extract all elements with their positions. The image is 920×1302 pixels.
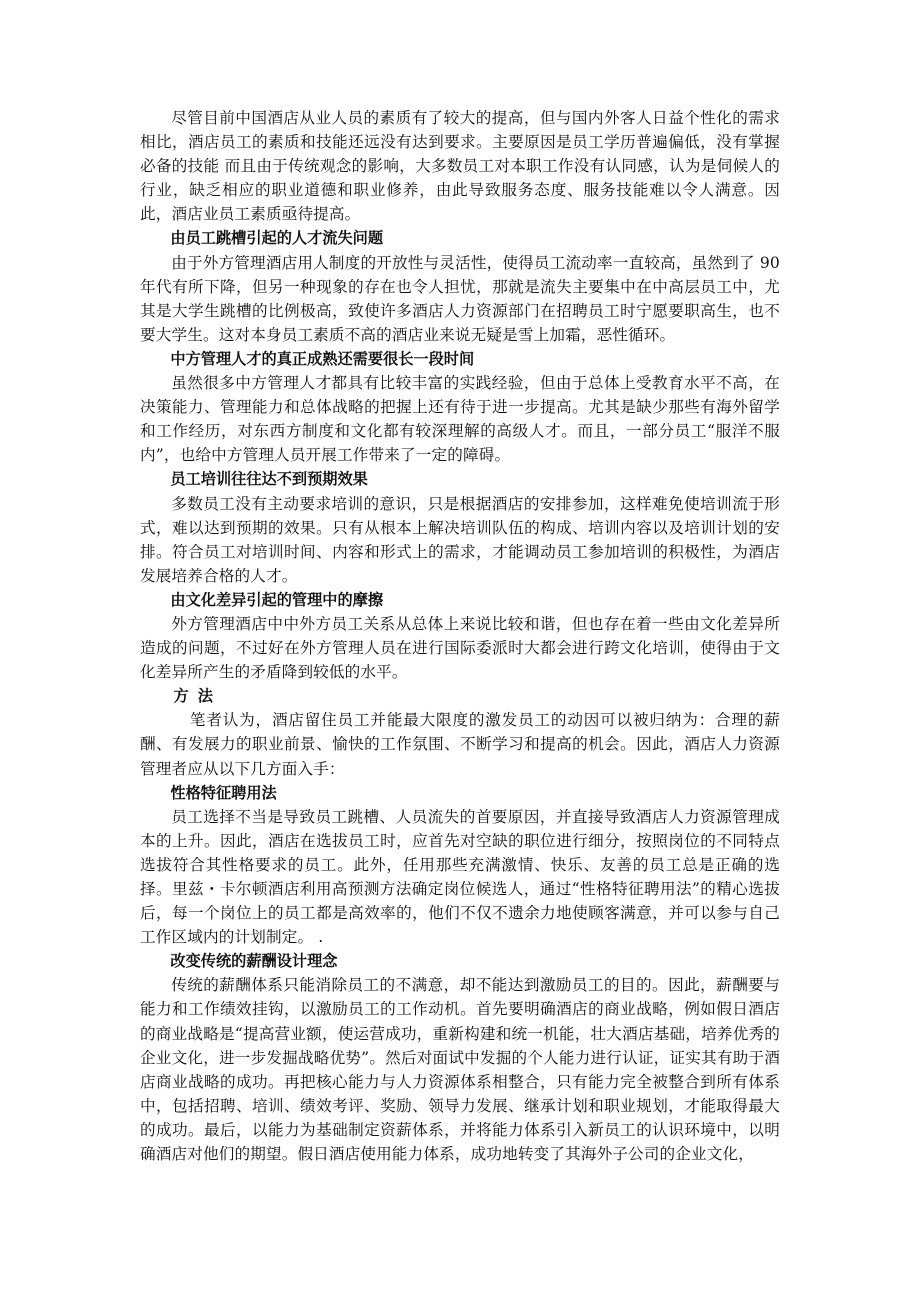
heading-cultural-difference: 由文化差异引起的管理中的摩擦 [170, 590, 384, 609]
paragraph-training: 多数员工没有主动要求培训的意识，只是根据酒店的安排参加，这样难免使培训流于形式，难以达到预期的效果。只有从根本上解决培训队伍的构成、培训内容以及培训计划的安排。符合员工对培训时间、内容和形式上的需求，才能调动员工参加培训的积极性，为酒店发展培养合格的人才。 [140, 494, 780, 585]
heading-personality-hiring: 性格特征聘用法 [170, 783, 277, 802]
paragraph-method-intro: 笔者认为，酒店留住员工并能最大限度的激发员工的动因可以被归纳为：合理的薪酬、有发展力的职业前景、愉快的工作氛围、不断学习和提高的机会。因此，酒店人力资源管理者应从以下几方面入手： [140, 711, 780, 778]
paragraph-talent-loss: 由于外方管理酒店用人制度的开放性与灵活性，使得员工流动率一直较高，虽然到了 90 年代有所下降，但另一种现象的存在也令人担忧，那就是流失主要集中在中高层员工中，尤其是大学生跳槽的比例极高，致使许多酒店人力资源部门在招聘员工时宁愿要职高生，也不要大学生。这对本身员工素质不高的酒店业来说无疑是雪上加霜，恶性循环。 [140, 253, 780, 344]
heading-training: 员工培训往往达不到预期效果 [170, 470, 368, 489]
document-body [140, 106, 780, 1166]
heading-salary-design: 改变传统的薪酬设计理念 [170, 952, 338, 971]
paragraph-chinese-managers: 虽然很多中方管理人才都具有比较丰富的实践经验，但由于总体上受教育水平不高，在决策能力、管理能力和总体战略的把握上还有待于进一步提高。尤其是缺少那些有海外留学和工作经历，对东西方制度和文化都有较深理解的高级人才。而且，一部分员工“服洋不服内”，也给中方管理人员开展工作带来了一定的障碍。 [140, 374, 780, 465]
paragraph-salary-design: 传统的薪酬体系只能消除员工的不满意，却不能达到激励员工的目的。因此，薪酬要与能力和工作绩效挂钩，以激励员工的工作动机。首先要明确酒店的商业战略，例如假日酒店的商业战略是“提高营业额，使运营成功，重新构建和统一机能，壮大酒店基础，培养优秀的企业文化，进一步发掘战略优势”。然后对面试中发掘的个人能力进行认证，证实其有助于酒店商业战略的成功。再把核心能力与人力资源体系相整合，只有能力完全被整合到所有体系中，包括招聘、培训、绩效考评、奖励、领导力发展、继承计划和职业规划，才能取得最大的成功。最后，以能力为基础制定资薪体系，并将能力体系引入新员工的认识环境中，以明确酒店对他们的期望。假日酒店使用能力体系，成功地转变了其海外子公司的企业文化， [140, 976, 780, 1164]
heading-chinese-managers: 中方管理人才的真正成熟还需要很长一段时间 [170, 349, 475, 368]
heading-method: 方法 [173, 687, 223, 706]
heading-talent-loss: 由员工跳槽引起的人才流失问题 [170, 229, 384, 248]
paragraph-personality-hiring: 员工选择不当是导致员工跳槽、人员流失的首要原因，并直接导致酒店人力资源管理成本的上升。因此，酒店在选拔员工时，应首先对空缺的职位进行细分，按照岗位的不同特点选拔符合其性格要求的员工。此外，任用那些充满激情、快乐、友善的员工总是正确的选择。里兹・卡尔顿酒店利用高预测方法确定岗位候选人，通过“性格特征聘用法”的精心选拔后，每一个岗位上的员工都是高效率的，他们不仅不遗余力地使顾客满意，并可以参与自己工作区域内的计划制定。 . [140, 807, 780, 947]
paragraph-staff-quality: 尽管目前中国酒店从业人员的素质有了较大的提高，但与国内外客人日益个性化的需求相比，酒店员工的素质和技能还远没有达到要求。主要原因是员工学历普遍偏低，没有掌握必备的技能 而且由于传统观念的影响，大多数员工对本职工作没有认同感，认为是伺候人的行业，缺乏相应的职业道德和职业修养，由此导致服务态度、服务技能难以令人满意。因此，酒店业员工素质亟待提高。 [140, 109, 780, 224]
paragraph-cultural-difference: 外方管理酒店中中外方员工关系从总体上来说比较和谐，但也存在着一些由文化差异所造成的问题，不过好在外方管理人员在进行国际委派时大都会进行跨文化培训，使得由于文化差异所产生的矛盾降到较低的水平。 [140, 614, 780, 682]
